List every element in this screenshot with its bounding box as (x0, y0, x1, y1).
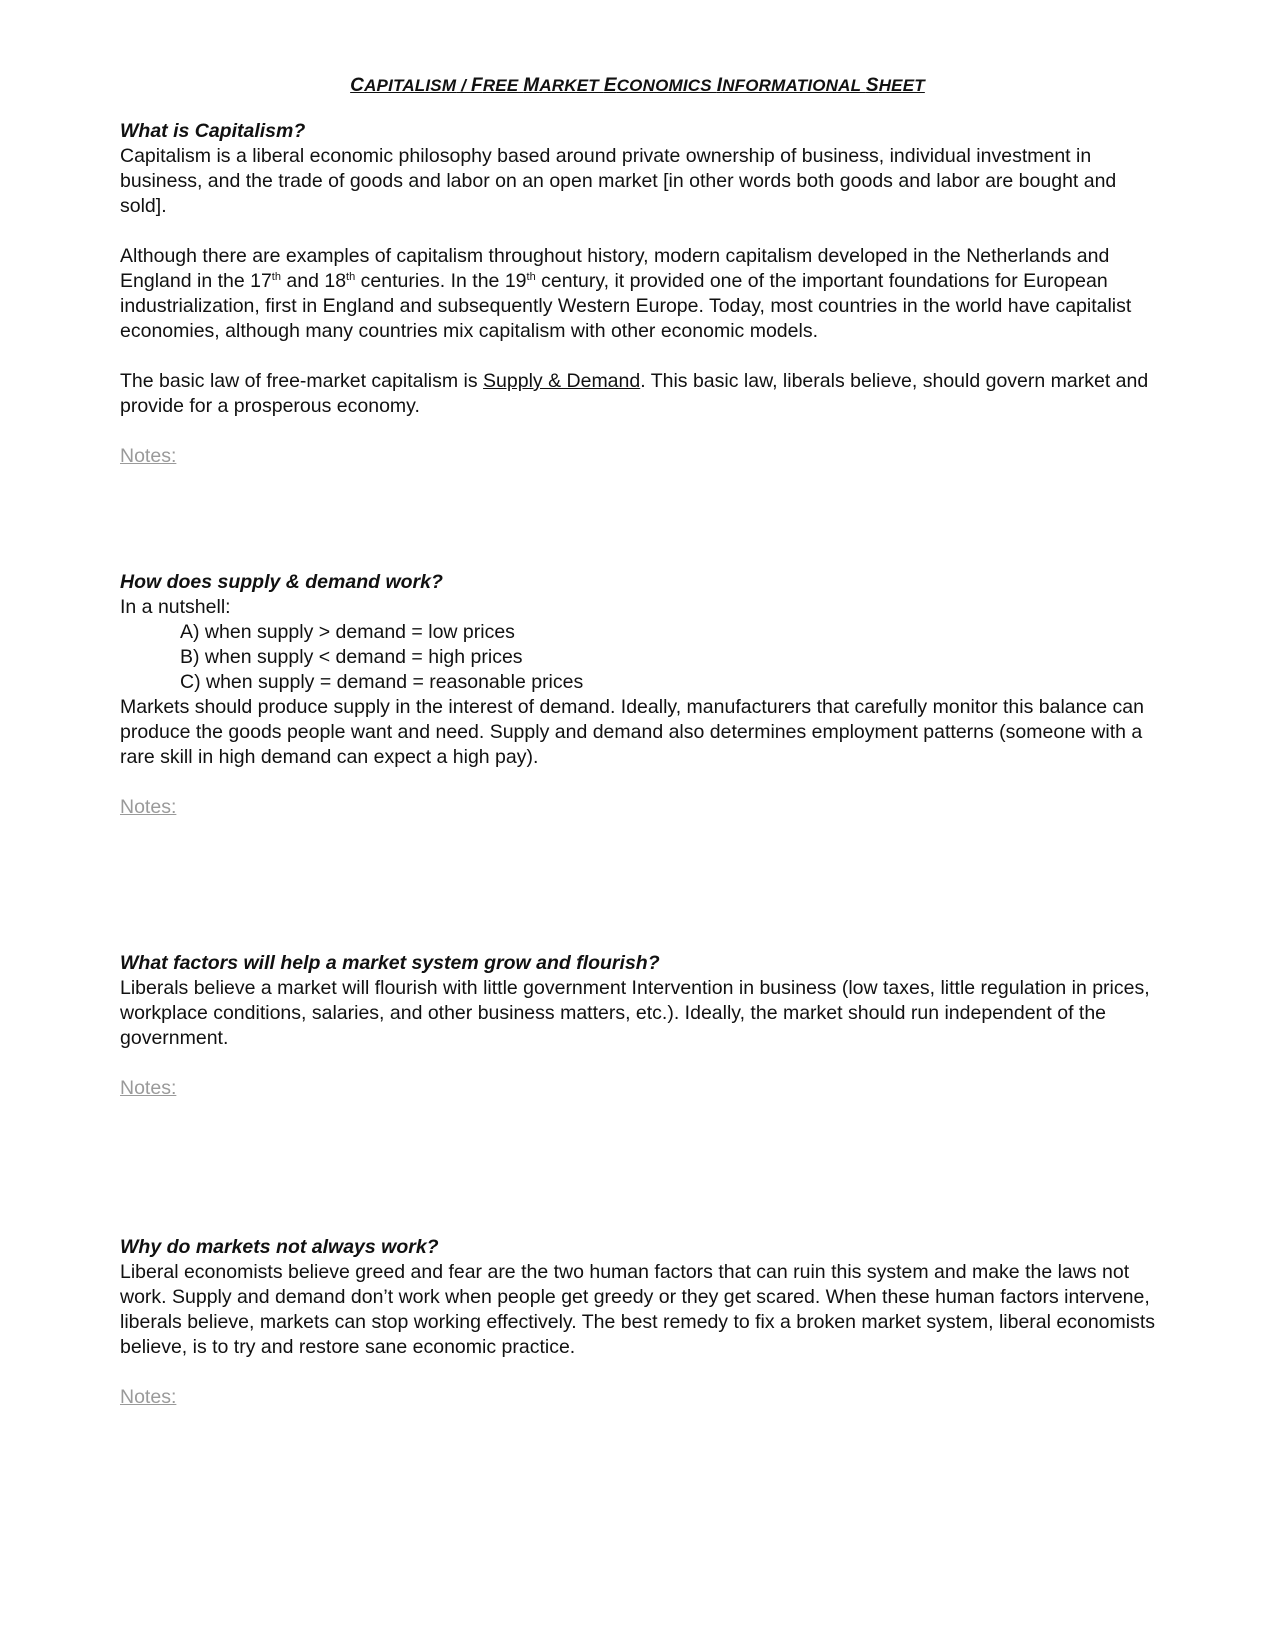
section-paragraph (120, 244, 1165, 344)
section-paragraph: Capitalism is a liberal economic philosophy based around private ownership of business, individual investment in business, and the trade of goods and labor on an open market [in other words both goods and labor are bought and sold]. (120, 145, 1117, 217)
title-part: APITALISM (364, 76, 457, 95)
section-supply-demand (120, 570, 1165, 820)
notes-label: Notes: (120, 796, 177, 818)
title-part: C (350, 75, 365, 96)
section-paragraph: Markets should produce supply in the interest of demand. Ideally, manufacturers that carefully monitor this balance can produce the goods people want and need. Supply and demand also determines employment patterns (someone with a rare skill in high demand can expect a high pay). (120, 696, 1144, 768)
section-heading: Why do markets not always work? (120, 1236, 439, 1258)
title-part: HEET (878, 76, 925, 95)
supply-demand-list (120, 620, 1165, 695)
section-what-is-capitalism (120, 119, 1165, 469)
section-heading: How does supply & demand work? (120, 571, 443, 593)
paragraph-text: centuries. In the 19 (355, 270, 527, 292)
title-part: NFORMATIONAL (722, 76, 866, 95)
superscript: th (346, 271, 356, 283)
paragraph-text: and 18 (280, 270, 347, 292)
paragraph-text: The basic law of free-market capitalism is (120, 370, 484, 392)
supply-demand-term: Supply & Demand (483, 370, 641, 392)
title-part: REE (482, 76, 524, 95)
section-market-failure (120, 1235, 1165, 1410)
notes-label: Notes: (120, 445, 177, 467)
superscript: th (271, 271, 281, 283)
paragraph-text: century, it provided one of the important foundations for European industrialization, first in England and subsequently Western Europe. Today, most countries in the world have capitalist economies, although many countries mix capitalism with other economic models. (120, 270, 1132, 342)
paragraph-text: . This basic law, liberals believe, should govern market and provide for a prosperous economy. (120, 370, 1149, 417)
list-item: C) when supply = demand = reasonable prices (180, 671, 584, 693)
title-part: M (523, 75, 540, 96)
title-part: F (471, 75, 483, 96)
title-part: CONOMICS (616, 76, 717, 95)
notes-label: Notes: (120, 1077, 177, 1099)
section-heading: What factors will help a market system grow and flourish? (120, 952, 660, 974)
title-part: ARKET (539, 76, 604, 95)
section-market-growth (120, 951, 1165, 1101)
superscript: th (526, 271, 536, 283)
title-part: / (456, 76, 471, 95)
notes-label: Notes: (120, 1386, 177, 1408)
document-title (0, 75, 1275, 97)
title-part: E (603, 75, 617, 96)
section-paragraph: Liberal economists believe greed and fear are the two human factors that can ruin this system and make the laws not work. Supply and demand don’t work when people get greedy or they get scared. When these human factors intervene, liberals believe, markets can stop working effectively. The best remedy to fix a broken market system, liberal economists believe, is to try and restore sane economic practice. (120, 1261, 1156, 1358)
section-paragraph (120, 369, 1165, 419)
list-item: A) when supply > demand = low prices (180, 621, 515, 643)
section-heading: What is Capitalism? (120, 120, 306, 142)
list-item: B) when supply < demand = high prices (180, 646, 523, 668)
section-paragraph: Liberals believe a market will flourish with little government Intervention in business (low taxes, little regulation in prices, workplace conditions, salaries, and other business matters, etc.). Ideally, the market should run independent of the government. (120, 977, 1150, 1049)
title-part: S (865, 75, 879, 96)
section-intro: In a nutshell: (120, 596, 231, 618)
title-part: I (716, 75, 723, 96)
paragraph-text: Although there are examples of capitalism throughout history, modern capitalism developed in the Netherlands and England in the 17 (120, 245, 1110, 292)
